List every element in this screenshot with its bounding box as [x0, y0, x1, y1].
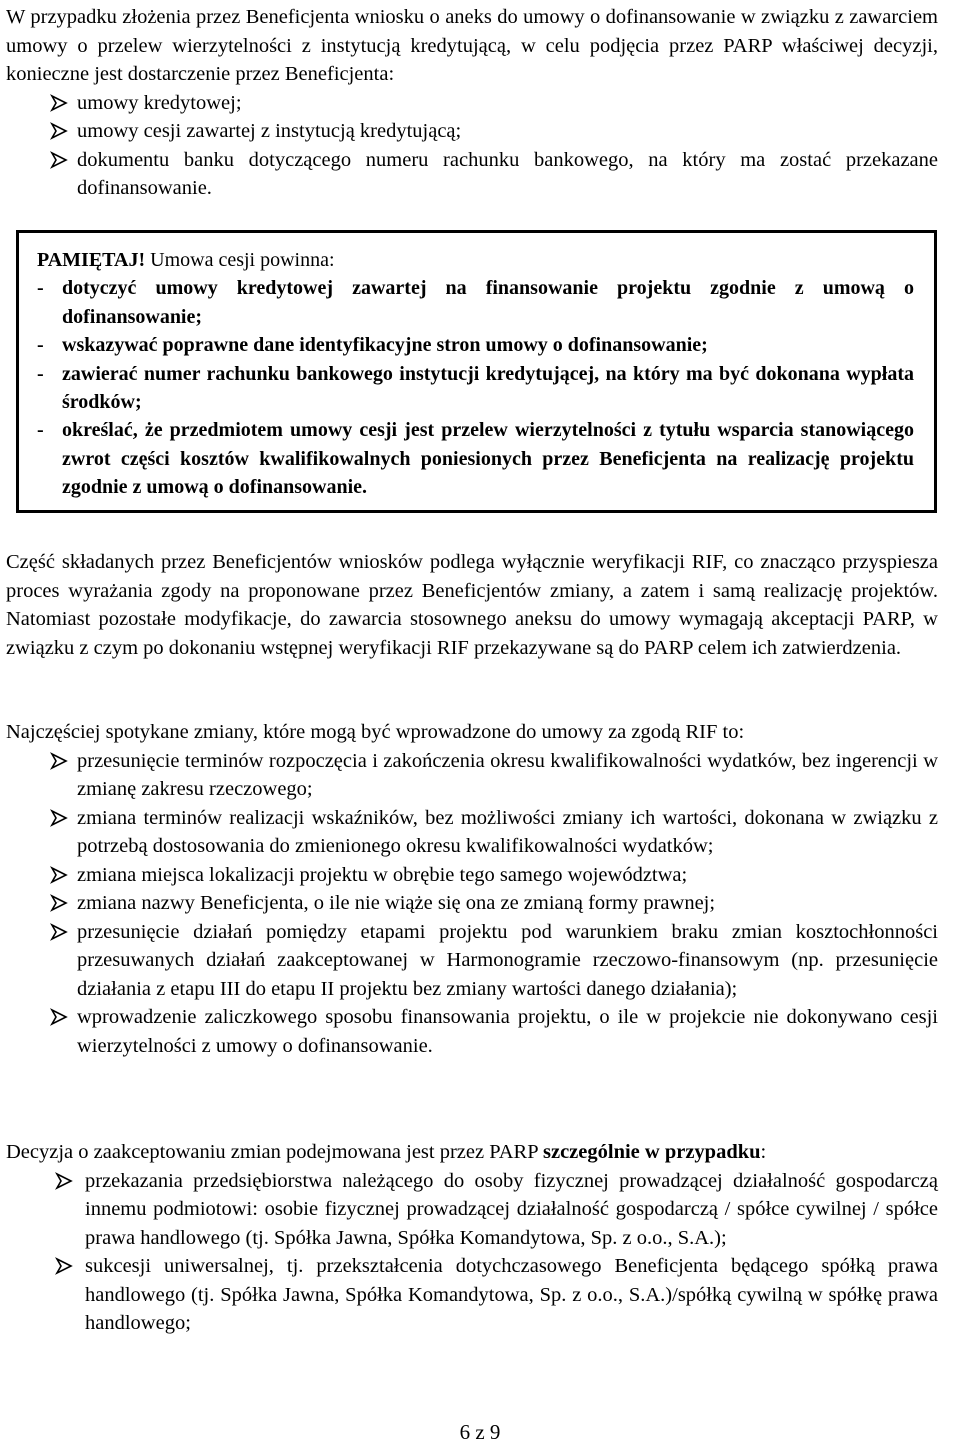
list-item [6, 1167, 938, 1253]
callout-item [37, 416, 914, 501]
verification-section [6, 548, 938, 662]
page-number: 6 z 9 [459, 1420, 501, 1444]
list-item-text: umowy kredytowej; [77, 91, 242, 114]
arrowhead-bullet-icon [54, 1167, 74, 1195]
list-item [6, 1003, 938, 1060]
list-item [6, 804, 938, 861]
callout-heading-rest: Umowa cesji powinna: [145, 249, 335, 271]
cession-documents-section [6, 3, 938, 203]
list-item [6, 117, 938, 146]
callout-heading-bold: PAMIĘTAJ! [37, 249, 146, 271]
arrowhead-bullet-icon [49, 747, 69, 775]
list-item-text: umowy cesji zawartej z instytucją kredytującą; [77, 120, 462, 142]
list-item [6, 146, 938, 203]
callout-item-text: zawierać numer rachunku bankowego instytucji kredytującej, na który ma być dokonana wypłata środków; [62, 362, 914, 414]
rif-changes-section [6, 718, 938, 1060]
list-item-text: zmiana nazwy Beneficjenta, o ile nie wiąże się ona ze zmianą formy prawnej; [77, 892, 716, 914]
dash-marker: - [37, 419, 44, 442]
rif-changes-intro: Najczęściej spotykane zmiany, które mogą być wprowadzone do umowy za zgodą RIF to: [6, 721, 745, 743]
arrowhead-bullet-icon [54, 1252, 74, 1280]
dash-marker: - [37, 334, 44, 357]
required-documents-list [6, 89, 938, 203]
rif-changes-list [6, 747, 938, 1061]
arrowhead-bullet-icon [49, 918, 69, 946]
arrowhead-bullet-icon [49, 861, 69, 889]
parp-decision-list [6, 1167, 938, 1338]
list-item [6, 89, 938, 118]
arrowhead-bullet-icon [49, 146, 69, 174]
verification-paragraph: Część składanych przez Beneficjentów wniosków podlega wyłącznie weryfikacji RIF, co znacząco przyspiesza proces wyrażania zgody na proponowane przez Beneficjentów zmiany, a zatem i samą realizację projektów. Natomiast pozostałe modyfikacje, do zawarcia stosownego aneksu do umowy wymagają akceptacji PARP, w związku z czym po dokonaniu wstępnej weryfikacji RIF przekazywane są do PARP celem ich zatwierdzenia. [6, 551, 938, 659]
reminder-callout-box [16, 230, 937, 513]
list-item-text: przekazania przedsiębiorstwa należącego do osoby fizycznej prowadzącej działalność gospodarczą innemu podmiotowi: osobie fizycznej prowadzącej działalność gospodarczą / spółce cywilnej / spółce prawa handlowego (tj. Spółka Jawna, Spółka Komandytowa, Sp. z o.o., S.A.); [85, 1169, 938, 1249]
arrowhead-bullet-icon [49, 804, 69, 832]
list-item-text: przesunięcie terminów rozpoczęcia i zakończenia okresu kwalifikowalności wydatków, bez ingerencji w zmianę zakresu rzeczowego; [77, 749, 938, 800]
cession-intro-paragraph: W przypadku złożenia przez Beneficjenta wniosku o aneks do umowy o dofinansowanie w związku z zawarciem umowy o przelew wierzytelności z instytucją kredytującą, w celu podjęcia przez PARP właściwej decyzji, konieczne jest dostarczenie przez Beneficjenta: [6, 6, 938, 85]
list-item [6, 1252, 938, 1338]
list-item-text: przesunięcie działań pomiędzy etapami projektu pod warunkiem braku zmian kosztochłonności przesuwanych działań zaakceptowanej w Harmonogramie rzeczowo-finansowym (np. przesunięcie działania z etapu III do etapu II projektu bez zmiany wartości danego działania); [77, 920, 938, 1000]
dash-marker: - [37, 277, 44, 300]
callout-heading [37, 246, 914, 274]
intro-plain-text: Decyzja o zaakceptowaniu zmian podejmowana jest przez PARP [6, 1141, 543, 1163]
list-item [6, 918, 938, 1004]
list-item-text: zmiana miejsca lokalizacji projektu w obrębie tego samego województwa; [77, 863, 688, 886]
list-item-text: zmiana terminów realizacji wskaźników, bez możliwości zmiany ich wartości, dokonana w związku z potrzebą dostosowania do zmienionego okresu kwalifikowalności wydatków; [77, 806, 938, 857]
callout-item [37, 274, 914, 331]
intro-end-text: : [760, 1141, 767, 1163]
list-item-text: sukcesji uniwersalnej, tj. przekształcenia dotychczasowego Beneficjenta będącego spółką prawa handlowego (tj. Spółka Jawna, Spółka Komandytowa, Sp. z o.o., S.A.)/spółką cywilną w spółkę prawa handlowego; [85, 1255, 938, 1334]
list-item [6, 747, 938, 804]
parp-decision-intro [6, 1138, 938, 1167]
list-item [6, 861, 938, 890]
list-item-text: wprowadzenie zaliczkowego sposobu finansowania projektu, o ile w projekcie nie dokonywano cesji wierzytelności z umowy o dofinansowanie. [77, 1006, 938, 1057]
arrowhead-bullet-icon [49, 889, 69, 917]
list-item [6, 889, 938, 918]
callout-item-text: wskazywać poprawne dane identyfikacyjne stron umowy o dofinansowanie; [62, 334, 708, 357]
callout-item-text: określać, że przedmiotem umowy cesji jest przelew wierzytelności z tytułu wsparcia stanowiącego zwrot części kosztów kwalifikowalnych poniesionych przez Beneficjenta na realizację projektu zgodnie z umową o dofinansowanie. [62, 419, 914, 499]
arrowhead-bullet-icon [49, 117, 69, 145]
dash-marker: - [37, 362, 44, 385]
list-item-text: dokumentu banku dotyczącego numeru rachunku bankowego, na który ma zostać przekazane dofinansowanie. [77, 148, 938, 199]
intro-bold-text: szczególnie w przypadku [543, 1141, 761, 1163]
arrowhead-bullet-icon [49, 89, 69, 117]
callout-item [37, 360, 914, 417]
callout-item-text: dotyczyć umowy kredytowej zawartej na finansowanie projektu zgodnie z umową o dofinansowanie; [62, 277, 914, 328]
parp-decision-section [6, 1138, 938, 1338]
arrowhead-bullet-icon [49, 1003, 69, 1031]
callout-item [37, 331, 914, 359]
